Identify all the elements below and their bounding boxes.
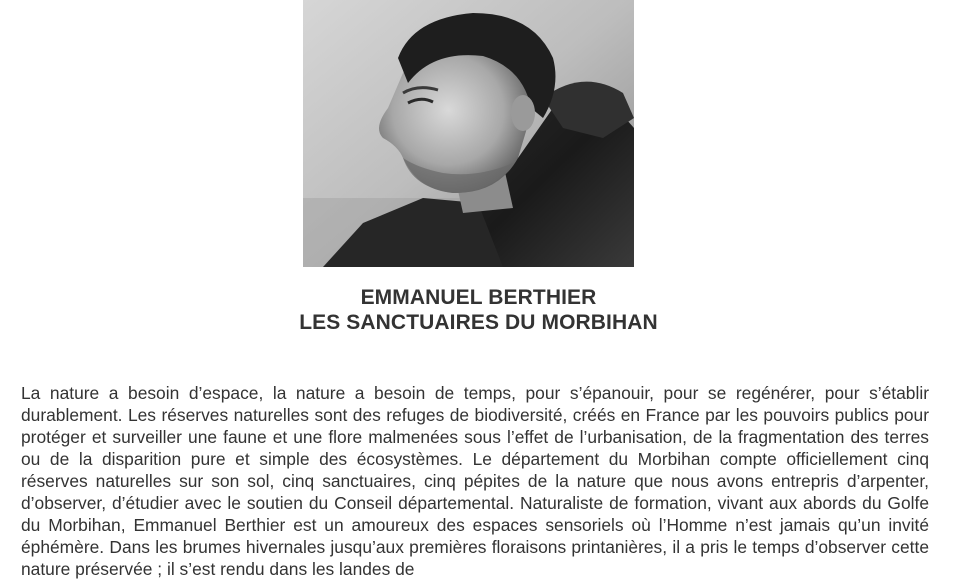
article-body: La nature a besoin d’espace, la nature a besoin de temps, pour s’épanouir, pour se regénérer, pour s’établir durablement. Les réserves naturelles sont des refuges de biodiversité, créés en France par les pouvoirs publics pour protéger et surveiller une faune et une flore malmenées sous l’effet de l’urbanisation, de la fragmentation des terres ou de la disparition pure et simple des écosystèmes. Le département du Morbihan compte officiellement cinq réserves naturelles sur son sol, cinq sanctuaires, cinq pépites de la nature que nous avons entrepris d’arpenter, d’observer, d’étudier avec le soutien du Conseil départemental. Naturaliste de formation, vivant aux abords du Golfe du Morbihan, Emmanuel Berthier est un amoureux des espaces sensoriels où l’Homme n’est jamais qu’un invité éphémère. Dans les brumes hivernales jusqu’aux premières floraisons printanières, il a pris le temps d’observer cette nature préservée ; il s’est rendu dans les landes de [21,383,929,579]
article-subtitle: LES SANCTUAIRES DU MORBIHAN [299,311,658,334]
portrait-photo [303,0,634,267]
author-name: EMMANUEL BERTHIER [360,286,597,309]
article-heading [0,285,957,335]
